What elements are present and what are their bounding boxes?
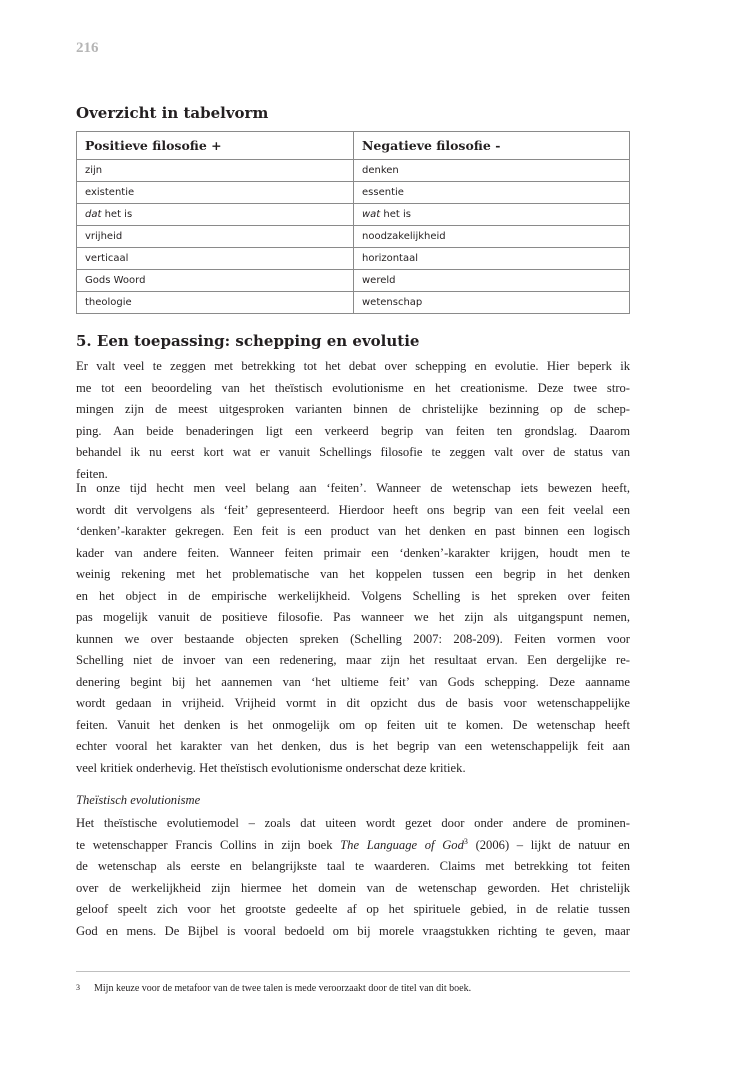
table-header-row bbox=[77, 132, 630, 160]
text-line: Het theïstische evolutiemodel – zoals dat uiteen wordt gezet door onder andere de prominen- bbox=[76, 816, 630, 830]
positive-text: verticaal bbox=[85, 253, 129, 264]
positive-cell bbox=[77, 292, 354, 314]
header-negative: Negatieve filosofie - bbox=[354, 132, 630, 160]
positive-cell bbox=[77, 160, 354, 182]
negative-text: noodzakelijkheid bbox=[362, 231, 446, 242]
table-row bbox=[77, 160, 630, 182]
positive-text: vrijheid bbox=[85, 231, 123, 242]
negative-text: wetenschap bbox=[362, 297, 423, 308]
text-line: In onze tijd hecht men veel belang aan ‘feiten’. Wanneer de wetenschap iets bewezen heeft, bbox=[76, 481, 630, 495]
text-line: de wetenschap als eerste en belangrijkste taal te waarderen. Claims met betrekking tot feiten bbox=[76, 859, 630, 873]
paragraph-2 bbox=[76, 478, 630, 779]
footnote-reference[interactable]: 3 bbox=[463, 836, 468, 846]
table-row bbox=[77, 270, 630, 292]
text-line: me tot een beoordeling van het theïstisch evolutionisme en het creationisme. Deze twee stro- bbox=[76, 380, 630, 395]
negative-emphasis: wat bbox=[362, 209, 381, 220]
text-line: feiten. Vanuit het denken is het onmogelijk om op feiten uit te komen. De wetenschap heeft bbox=[76, 717, 630, 732]
table-row bbox=[77, 182, 630, 204]
text-line-with-citation bbox=[76, 835, 630, 857]
footnote-number: 3 bbox=[76, 983, 80, 992]
positive-text: het is bbox=[101, 209, 133, 220]
positive-cell bbox=[77, 182, 354, 204]
positive-emphasis: dat bbox=[85, 209, 102, 220]
table-row bbox=[77, 248, 630, 270]
text-line: wordt dit vervolgens als ‘feit’ gepresenteerd. Hierdoor heeft ons begrip van een feit veelal een bbox=[76, 502, 630, 517]
text-line: veel kritiek onderhevig. Het theïstisch evolutionisme onderschat deze kritiek. bbox=[76, 760, 466, 775]
subheading-theistic-evolutionism: Theïstisch evolutionisme bbox=[76, 793, 201, 807]
text-line: weinig rekening met het problematische van het koppelen tussen een begrip in het denken bbox=[76, 567, 630, 581]
text-line: kunnen we over bestaande objecten spreken (Schelling 2007: 208-209). Feiten vormen voor bbox=[76, 631, 630, 646]
table-row bbox=[77, 226, 630, 248]
paragraph-3 bbox=[76, 813, 630, 942]
text-line: feiten. bbox=[76, 466, 108, 481]
text-line: geloof speelt zich voor het grootste gedeelte af op het spirituele gebied, in de relatie tussen bbox=[76, 902, 630, 916]
book-title: The Language of God bbox=[340, 837, 464, 852]
footnote-text: Mijn keuze voor de metafoor van de twee talen is mede veroorzaakt door de titel van dit boek. bbox=[94, 983, 472, 994]
positive-cell bbox=[77, 204, 354, 226]
text-line: Schelling niet de invoer van een redenering, maar zijn het resultaat ervan. Een dergelijke re- bbox=[76, 653, 630, 667]
section-5-heading: 5. Een toepassing: schepping en evolutie bbox=[76, 332, 420, 350]
header-positive: Positieve filosofie + bbox=[77, 132, 354, 160]
text-line: behandel ik nu eerst kort wat er vanuit Schellings filosofie te zeggen valt over de status van bbox=[76, 445, 630, 459]
text-line: Er valt veel te zeggen met betrekking tot het debat over schepping en evolutie. Hier beperk ik bbox=[76, 359, 630, 373]
negative-cell bbox=[354, 292, 630, 314]
negative-text: horizontaal bbox=[362, 253, 419, 264]
positive-cell bbox=[77, 248, 354, 270]
page-number: 216 bbox=[76, 40, 99, 56]
negative-cell bbox=[354, 270, 630, 292]
text-line: wordt gedaan in vrijheid. Vrijheid vormt in dit opzicht dus de basis voor wetenschappelijke bbox=[76, 696, 630, 710]
footnote bbox=[76, 983, 630, 994]
paragraph-1 bbox=[76, 356, 630, 485]
text-line: over de werkelijkheid zijn hiermee het domein van de wetenschap geworden. Het christelijk bbox=[76, 880, 630, 895]
text-line: ping. Aan beide benaderingen ligt een verkeerd begrip van feiten ten grondslag. Daarom bbox=[76, 423, 630, 438]
table-row bbox=[77, 292, 630, 314]
table-row bbox=[77, 204, 630, 226]
text-line: kader van andere feiten. Wanneer feiten primair een ‘denken’-karakter krijgen, houdt men te bbox=[76, 545, 630, 560]
text-fragment: te wetenschapper Francis Collins in zijn boek bbox=[76, 837, 341, 852]
text-line: God en mens. De Bijbel is vooral bedoeld om bij morele vraagstukken richting te geven, maar bbox=[76, 923, 630, 938]
negative-cell bbox=[354, 160, 630, 182]
negative-cell bbox=[354, 182, 630, 204]
negative-cell bbox=[354, 226, 630, 248]
negative-cell bbox=[354, 248, 630, 270]
negative-text: essentie bbox=[362, 187, 404, 198]
text-line: pas mogelijk vanuit de positieve filosofie. Pas wanneer we het zijn als uitgangspunt nemen, bbox=[76, 610, 630, 624]
overview-table bbox=[76, 131, 630, 314]
text-line: en het object in de empirische werkelijkheid. Volgens Schelling is het spreken over feiten bbox=[76, 588, 630, 603]
negative-text: wereld bbox=[362, 275, 396, 286]
positive-text: existentie bbox=[85, 187, 135, 198]
positive-cell bbox=[77, 226, 354, 248]
negative-cell bbox=[354, 204, 630, 226]
footnote-divider bbox=[76, 971, 630, 972]
positive-text: Gods Woord bbox=[85, 275, 146, 286]
text-line: denering begint bij het aannemen van ‘het ultieme feit’ van Gods schepping. Deze aanname bbox=[76, 674, 630, 689]
text-line: mingen zijn de meest uitgesproken varianten binnen de christelijke bezinning op de schep- bbox=[76, 402, 630, 416]
positive-text: zijn bbox=[85, 165, 103, 176]
text-line: echter vooral het karakter van het denken, dus is het begrip van een wetenschappelijk feit aan bbox=[76, 739, 630, 753]
positive-text: theologie bbox=[85, 297, 132, 308]
text-fragment: (2006) – lijkt de natuur en bbox=[467, 837, 630, 852]
negative-text: denken bbox=[362, 165, 399, 176]
negative-text: het is bbox=[380, 209, 411, 220]
text-line: ‘denken’-karakter gekregen. Een feit is een product van het denken en past binnen een logisch bbox=[76, 524, 630, 538]
positive-cell bbox=[77, 270, 354, 292]
table-section-heading: Overzicht in tabelvorm bbox=[76, 104, 269, 122]
